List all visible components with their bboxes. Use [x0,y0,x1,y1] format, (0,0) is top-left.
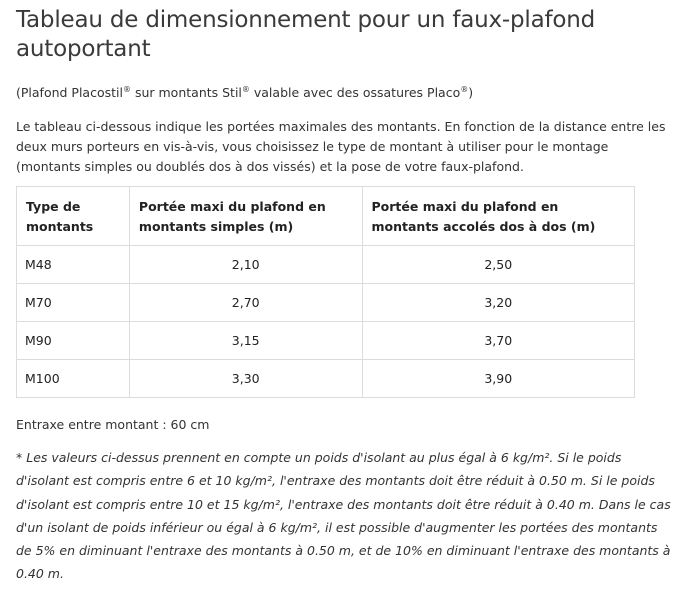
registered-mark-1: ® [122,84,131,94]
header-montants-simples: Portée maxi du plafond en montants simples (m) [129,187,362,246]
subtitle [16,84,473,102]
cell-accole: 3,20 [362,284,635,322]
cell-accole: 2,50 [362,246,635,284]
subtitle-text-3: valable avec des ossatures Placo [249,85,461,100]
page-title: Tableau de dimensionnement pour un faux-plafond autoportant [16,7,596,62]
subtitle-text-2: sur montants Stil [130,85,242,100]
intro-paragraph: Le tableau ci-dessous indique les portées maximales des montants. En fonction de la distance entre les deux murs porteurs en vis-à-vis, vous choisissez le type de montant à utiliser pour le montage (montants simples ou doublés dos à dos vissés) et la pose de votre faux-plafond. [16,119,666,174]
cell-type: M48 [17,246,130,284]
subtitle-text-1: (Plafond Placostil [16,85,123,100]
subtitle-text-4: ) [468,85,474,100]
header-type-montants: Type de montants [17,187,130,246]
header-montants-accoles: Portée maxi du plafond en montants accolés dos à dos (m) [362,187,635,246]
table-row [17,284,635,322]
registered-mark-3: ® [460,84,469,94]
table-header-row [17,187,635,246]
dimension-table [16,186,635,398]
cell-type: M70 [17,284,130,322]
cell-accole: 3,70 [362,322,635,360]
cell-simple: 3,30 [129,360,362,398]
registered-mark-2: ® [241,84,250,94]
cell-simple: 2,10 [129,246,362,284]
cell-type: M90 [17,322,130,360]
cell-simple: 3,15 [129,322,362,360]
table-row [17,322,635,360]
table-row [17,360,635,398]
cell-simple: 2,70 [129,284,362,322]
entraxe-text: Entraxe entre montant : 60 cm [16,417,210,432]
cell-type: M100 [17,360,130,398]
footnote: * Les valeurs ci-dessus prennent en compte un poids d'isolant au plus égal à 6 kg/m². Si le poids d'isolant est compris entre 6 et 10 kg/m², l'entraxe des montants doit être réduit à 0.50 m. Si le poids d'isolant est compris entre 10 et 15 kg/m², l'entraxe des montants doit être réduit à 0.40 m. Dans le cas d'un isolant de poids inférieur ou égal à 6 kg/m², il est possible d'augmenter les portées des montants de 5% en diminuant l'entraxe des montants à 0.50 m, et de 10% en diminuant l'entraxe des montants à 0.40 m. [16,450,671,582]
cell-accole: 3,90 [362,360,635,398]
table-row [17,246,635,284]
